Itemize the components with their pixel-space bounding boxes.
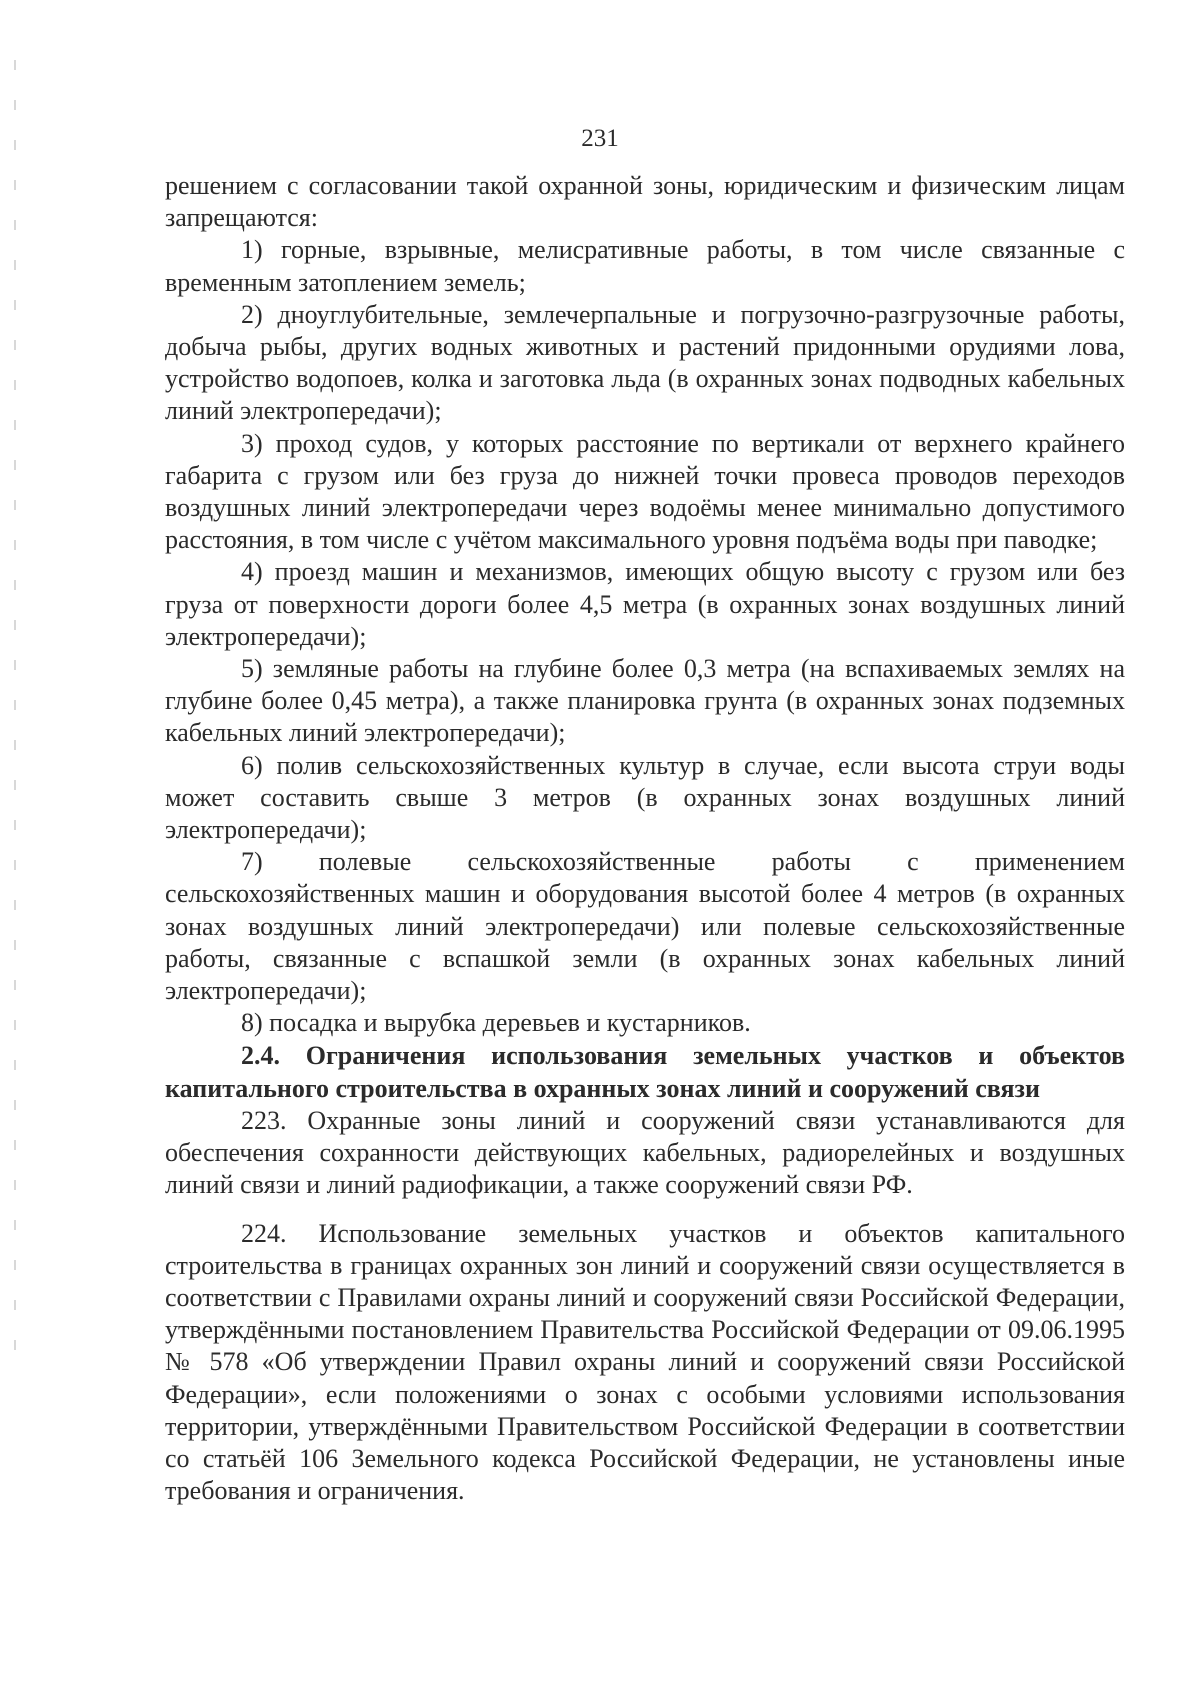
section-heading: 2.4. Ограничения использования земельных участков и объектов капитального строительства в охранных зонах линий и сооружений связи [165,1041,1125,1103]
paragraph-223: 223. Охранные зоны линий и сооружений связи устанавливаются для обеспечения сохранности действующих кабельных, радиорелейных и воздушных линий связи и линий радиофикации, а также сооружений связи РФ. [165,1105,1125,1200]
list-item-2: 2) дноуглубительные, землечерпальные и погрузочно-разгрузочные работы, добыча рыбы, других водных животных и растений придонными орудиями лова, устройство водопоев, колка и заготовка льда (в охранных зонах подводных кабельных линий электропередачи); [165,299,1125,426]
list-item-4: 4) проезд машин и механизмов, имеющих общую высоту с грузом или без груза от поверхности дороги более 4,5 метра (в охранных зонах воздушных линий электропередачи); [165,557,1125,651]
scan-edge-marks [14,60,16,1360]
list-item-7: 7) полевые сельскохозяйственные работы с применением сельскохозяйственных машин и оборудования высотой более 4 метров (в охранных зонах воздушных линий электропередачи) или полевые сельскохозяйственные работы, связанные с вспашкой земли (в охранных зонах кабельных линий электропередачи); [165,847,1125,1006]
paragraph-intro: решением с согласовании такой охранной зоны, юридическим и физическим лицам запрещаются: [165,171,1125,233]
list-item-1: 1) горные, взрывные, мелисративные работы, в том числе связанные с временным затоплением земель; [165,235,1125,297]
document-body [165,170,1125,1507]
list-item-8: 8) посадка и вырубка деревьев и кустарников. [241,1008,751,1038]
list-item-3: 3) проход судов, у которых расстояние по вертикали от верхнего крайнего габарита с грузом или без груза до нижней точки провеса проводов переходов воздушных линий электропередачи через водоёмы менее минимально допустимого расстояния, в том числе с учётом максимального уровня подъёма воды при паводке; [165,428,1125,555]
paragraph-224: 224. Использование земельных участков и объектов капитального строительства в границах охранных зон линий и сооружений связи осуществляется в соответствии с Правилами охраны линий и сооружений связи Российской Федерации, утверждёнными постановлением Правительства Российской Федерации от 09.06.1995 № 578 «Об утверждении Правил охраны линий и сооружений связи Российской Федерации», если положениями о зонах с особыми условиями использования территории, утверждёнными Правительством Российской Федерации в соответствии со статьёй 106 Земельного кодекса Российской Федерации, не установлены иные требования и ограничения. [165,1218,1125,1506]
list-item-5: 5) земляные работы на глубине более 0,3 метра (на вспахиваемых землях на глубине более 0,45 метра), а также планировка грунта (в охранных зонах подземных кабельных линий электропередачи); [165,654,1125,748]
list-item-6: 6) полив сельскохозяйственных культур в случае, если высота струи воды может составить свыше 3 метров (в охранных зонах воздушных линий электропередачи); [165,750,1125,845]
page-number: 231 [581,125,619,152]
